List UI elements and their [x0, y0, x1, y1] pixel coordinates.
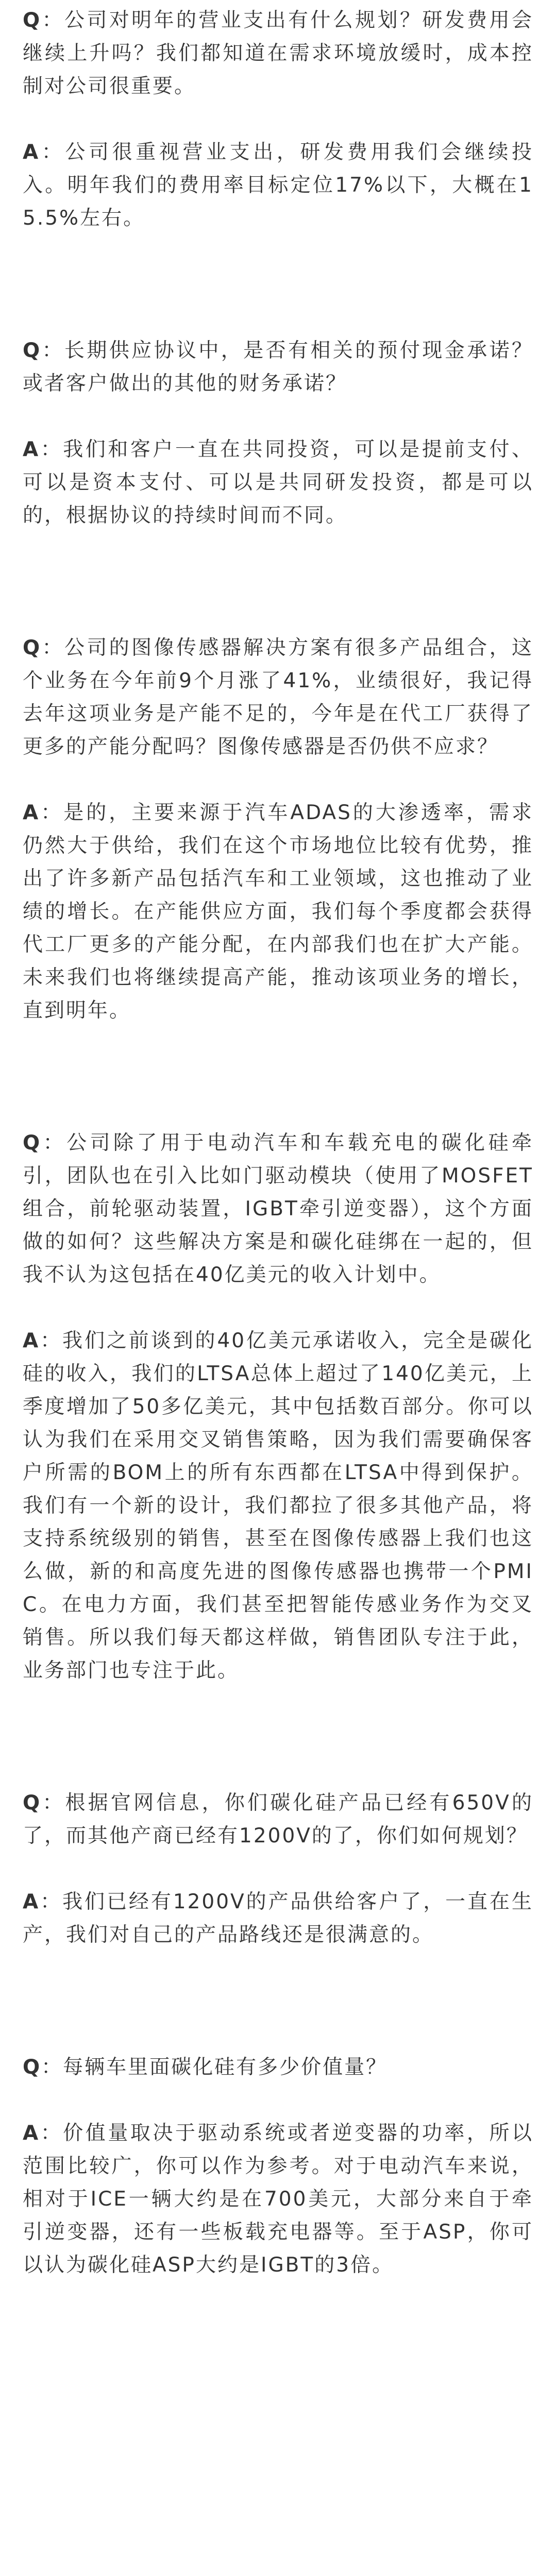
- answer-2: [23, 433, 533, 532]
- question-4: [23, 1127, 533, 1292]
- qa-block-3: [23, 632, 533, 1027]
- answer-1: [23, 136, 533, 235]
- qa-block-5: [23, 1787, 533, 1952]
- label-separator: ：: [41, 1131, 67, 1155]
- question-5: [23, 1787, 533, 1853]
- question-text: 每辆车里面碳化硅有多少价值量？: [63, 2056, 388, 2079]
- answer-text: 是的，主要来源于汽车ADAS的大渗透率，需求仍然大于供给，我们在这个市场地位比较有优势，推出了许多新产品包括汽车和工业领域，这也推动了业绩的增长。在产能供应方面，我们每个季度都会获得代工厂更多的产能分配，在内部我们也在扩大产能。未来我们也将继续提高产能，推动该项业务的增长，直到明年。: [23, 801, 533, 1022]
- label-separator: ：: [40, 801, 64, 824]
- label-separator: ：: [41, 2056, 63, 2079]
- answer-text: 我们已经有1200V的产品供给客户了，一直在生产，我们对自己的产品路线还是很满意的。: [23, 1890, 533, 1946]
- label-separator: ：: [40, 438, 63, 461]
- label-separator: ：: [41, 1791, 65, 1815]
- answer-label: A: [23, 438, 40, 461]
- qa-block-2: [23, 334, 533, 532]
- question-3: [23, 632, 533, 764]
- label-separator: ：: [41, 9, 64, 32]
- label-separator: ：: [40, 2122, 63, 2145]
- question-text: 长期供应协议中，是否有相关的预付现金承诺？或者客户做出的其他的财务承诺？: [23, 339, 533, 395]
- question-label: Q: [23, 339, 42, 362]
- qa-block-4: [23, 1127, 533, 1687]
- answer-label: A: [23, 1329, 40, 1352]
- label-separator: ：: [40, 1890, 63, 1913]
- answer-5: [23, 1886, 533, 1952]
- question-text: 公司除了用于电动汽车和车载充电的碳化硅牵引，团队也在引入比如门驱动模块（使用了MOSFET组合，前轮驱动装置，IGBT牵引逆变器），这个方面做的如何？这些解决方案是和碳化硅绑在一起的，但我不认为这包括在40亿美元的收入计划中。: [23, 1131, 533, 1286]
- qa-list: [23, 0, 533, 2282]
- answer-label: A: [23, 141, 40, 164]
- question-1: [23, 4, 533, 103]
- question-6: [23, 2051, 533, 2084]
- question-text: 根据官网信息，你们碳化硅产品已经有650V的了，而其他产商已经有1200V的了，你们如何规划？: [23, 1791, 533, 1848]
- question-text: 公司的图像传感器解决方案有很多产品组合，这个业务在今年前9个月涨了41%，业绩很好，我记得去年这项业务是产能不足的，今年是在代工厂获得了更多的产能分配吗？图像传感器是否仍供不应求？: [23, 636, 533, 758]
- question-label: Q: [23, 1131, 42, 1155]
- answer-text: 我们之前谈到的40亿美元承诺收入，完全是碳化硅的收入，我们的LTSA总体上超过了140亿美元，上季度增加了50多亿美元，其中包括数百部分。你可以认为我们在采用交叉销售策略，因为我们需要确保客户所需的BOM上的所有东西都在LTSA中得到保护。我们有一个新的设计，我们都拉了很多其他产品，将支持系统级别的销售，甚至在图像传感器上我们也这么做，新的和高度先进的图像传感器也携带一个PMIC。在电力方面，我们甚至把智能传感业务作为交叉销售。所以我们每天都这样做，销售团队专注于此，业务部门也专注于此。: [23, 1329, 533, 1682]
- question-label: Q: [23, 636, 42, 659]
- question-label: Q: [23, 1791, 42, 1815]
- qa-block-6: [23, 2051, 533, 2282]
- answer-text: 我们和客户一直在共同投资，可以是提前支付、可以是资本支付、可以是共同研发投资，都是可以的，根据协议的持续时间而不同。: [23, 438, 533, 527]
- answer-6: [23, 2117, 533, 2282]
- label-separator: ：: [41, 636, 64, 659]
- answer-3: [23, 796, 533, 1027]
- question-label: Q: [23, 2056, 42, 2079]
- qa-block-1: [23, 0, 533, 235]
- answer-4: [23, 1325, 533, 1687]
- answer-text: 公司很重视营业支出，研发费用我们会继续投入。明年我们的费用率目标定位17%以下，大概在15.5%左右。: [23, 141, 533, 230]
- question-2: [23, 334, 533, 400]
- label-separator: ：: [40, 141, 65, 164]
- answer-label: A: [23, 1890, 40, 1913]
- answer-label: A: [23, 801, 40, 824]
- question-label: Q: [23, 9, 42, 32]
- label-separator: ：: [40, 1329, 63, 1352]
- question-text: 公司对明年的营业支出有什么规划？研发费用会继续上升吗？我们都知道在需求环境放缓时，成本控制对公司很重要。: [23, 9, 533, 98]
- answer-text: 价值量取决于驱动系统或者逆变器的功率，所以范围比较广，你可以作为参考。对于电动汽车来说，相对于ICE一辆大约是在700美元，大部分来自于牵引逆变器，还有一些板载充电器等。至于ASP，你可以认为碳化硅ASP大约是IGBT的3倍。: [23, 2122, 533, 2277]
- answer-label: A: [23, 2122, 40, 2145]
- label-separator: ：: [41, 339, 64, 362]
